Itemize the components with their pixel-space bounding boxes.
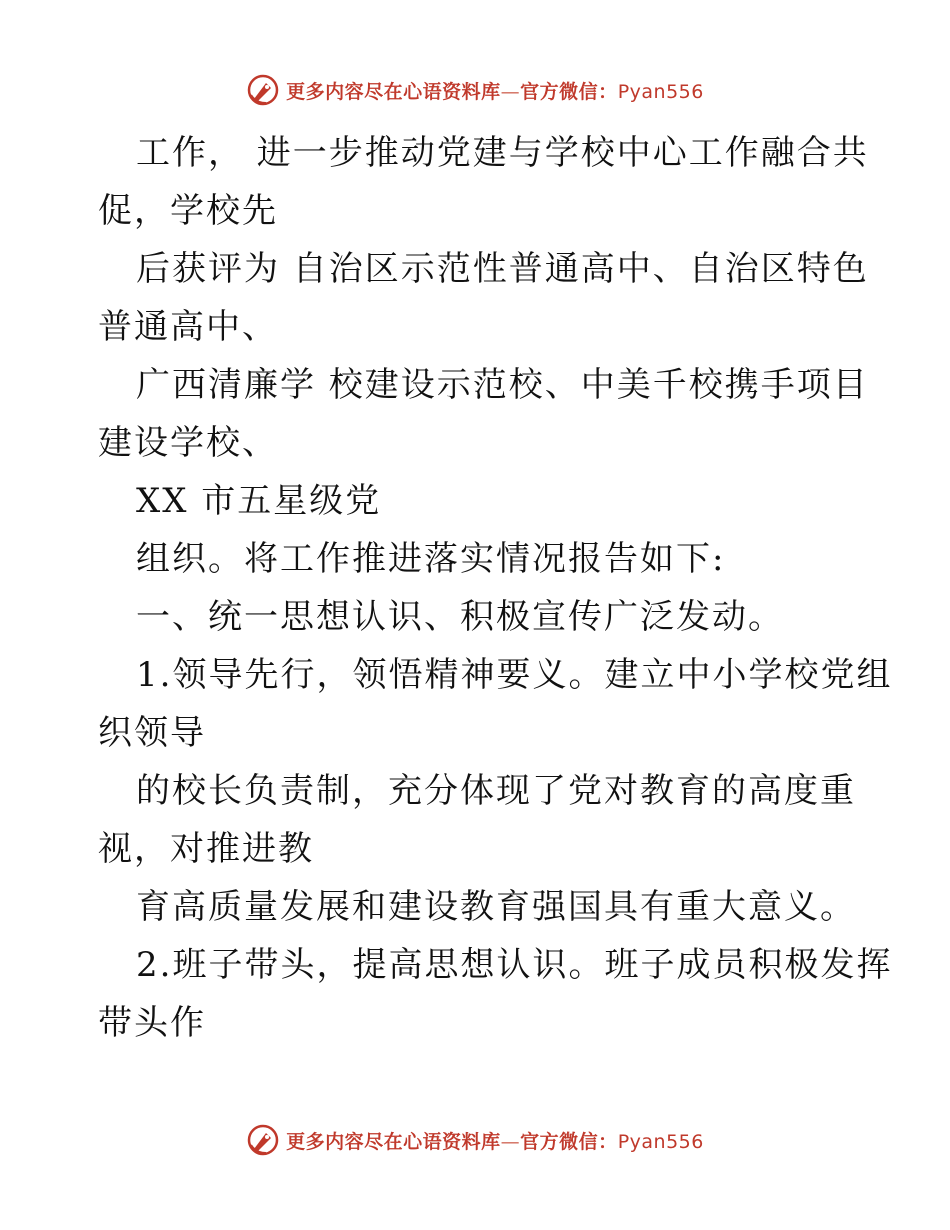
paragraph-line: 促，学校先 (98, 191, 278, 231)
paragraph-line: 工作， 进一步推动党建与学校中心工作融合共 (136, 133, 869, 173)
paragraph-line: 1.领导先行，领悟精神要义。建立中小学校党组 (136, 655, 893, 695)
paragraph-line: 广西清廉学 校建设示范校、中美千校携手项目 (136, 365, 869, 405)
paragraph-line: 视，对推进教 (98, 829, 314, 869)
footer-banner (0, 1120, 950, 1160)
paragraph-line: 育高质量发展和建设教育强国具有重大意义。 (136, 887, 856, 927)
paragraph-line: 的校长负责制，充分体现了党对教育的高度重 (136, 771, 856, 811)
header-banner (0, 70, 950, 110)
header-banner-main: 更多内容尽在心语资料库 (286, 80, 501, 103)
pen-nib-logo-icon (246, 1123, 280, 1157)
header-banner-official: 官方微信： (520, 80, 618, 103)
paragraph-line: 组织。将工作推进落实情况报告如下: (136, 539, 726, 579)
paragraph-line: 带头作 (98, 1003, 206, 1043)
paragraph-line: 建设学校、 (98, 423, 278, 463)
footer-banner-separator: — (500, 1130, 521, 1153)
paragraph-line: 2.班子带头，提高思想认识。班子成员积极发挥 (136, 945, 893, 985)
header-banner-separator: — (500, 80, 521, 103)
paragraph-line: 普通高中、 (98, 307, 278, 347)
footer-banner-text (286, 1127, 704, 1154)
pen-nib-logo-icon (246, 73, 280, 107)
body-text (98, 124, 893, 1052)
paragraph-line: 后获评为 自治区示范性普通高中、自治区特色 (136, 249, 869, 289)
paragraph-line: 织领导 (98, 713, 206, 753)
footer-banner-main: 更多内容尽在心语资料库 (286, 1130, 501, 1153)
footer-banner-handle: Pyan556 (617, 1130, 704, 1153)
section-heading: 一、统一思想认识、积极宣传广泛发动。 (136, 597, 784, 637)
header-banner-text (286, 77, 704, 104)
header-banner-handle: Pyan556 (617, 80, 704, 103)
paragraph-line: XX 市五星级党 (136, 481, 382, 521)
footer-banner-official: 官方微信： (520, 1130, 618, 1153)
